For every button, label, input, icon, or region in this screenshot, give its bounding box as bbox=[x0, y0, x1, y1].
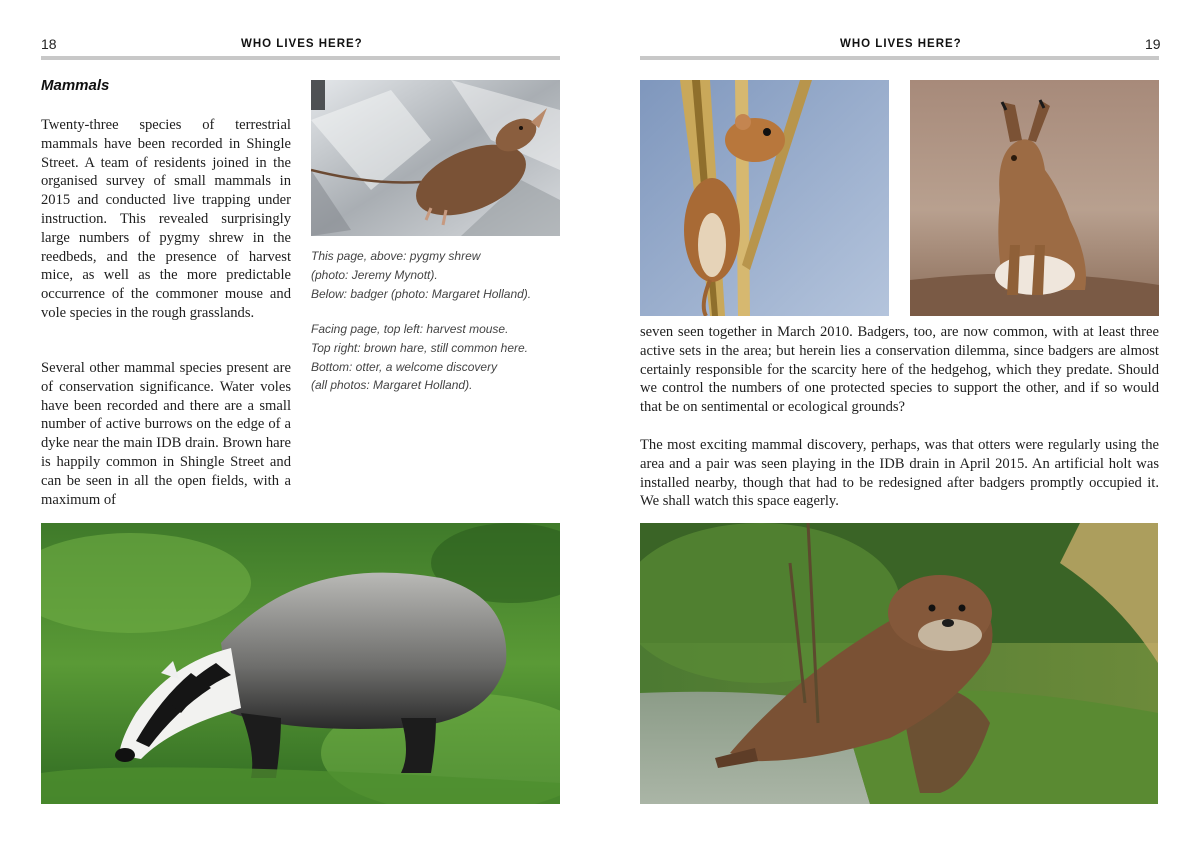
brown-hare-photo bbox=[910, 80, 1159, 316]
harvest-mouse-photo bbox=[640, 80, 889, 316]
caption-line: Facing page, top left: harvest mouse. bbox=[311, 322, 509, 336]
body-paragraph: seven seen together in March 2010. Badgers, too, are now common, with at least three active sets in the area; but herein lies a conservation dilemma, since badgers are almost certainly responsible for the scarcity here of the hedgehog, which they predate. Should we control the numbers of one protected species to support the other, and if so would that be on sentimental or ecological grounds? bbox=[640, 324, 1159, 416]
caption-line: Top right: brown hare, still common here. bbox=[311, 340, 528, 355]
caption-line: Bottom: otter, a welcome discovery bbox=[311, 359, 498, 374]
otter-photo bbox=[640, 523, 1158, 804]
caption-line: (photo: Jeremy Mynott). bbox=[311, 267, 438, 282]
caption-line: (all photos: Margaret Holland). bbox=[311, 378, 473, 393]
caption-facing-page bbox=[311, 320, 571, 395]
caption-this-page bbox=[311, 247, 571, 303]
header-rule bbox=[640, 56, 1159, 60]
body-paragraph: Twenty-three species of terrestrial mammals have been recorded in Shingle Street. A team of residents joined in the organised survey of small mammals in 2015 and conducted live trapping under instruction. This revealed surprisingly large numbers of pygmy shrew in the reedbeds, and the presence of harvest mice, as well as the more predictable occurrence of the commoner mouse and vole species in the rough grasslands. bbox=[41, 117, 291, 321]
badger-photo bbox=[41, 523, 560, 804]
section-heading: Mammals bbox=[41, 77, 110, 94]
right-page bbox=[600, 0, 1200, 846]
page-number: 19 bbox=[1145, 36, 1161, 52]
running-head: WHO LIVES HERE? bbox=[241, 38, 363, 50]
body-paragraph: The most exciting mammal discovery, perhaps, was that otters were regularly using the area and a pair was seen playing in the IDB drain in April 2015. An artificial holt was installed nearby, though that had to be redesigned after badgers promptly occupied it. We shall watch this space eagerly. bbox=[640, 437, 1159, 510]
running-head: WHO LIVES HERE? bbox=[840, 38, 962, 50]
page-number: 18 bbox=[41, 36, 57, 52]
caption-line: This page, above: pygmy shrew bbox=[311, 249, 481, 263]
body-paragraph: Several other mammal species present are of conservation significance. Water voles have been recorded and there are a small number of active burrows on the edge of a dyke near the main IDB drain. Brown hare is happily common in Shingle Street and can be seen in all the open fields, with a maximum of bbox=[41, 360, 291, 508]
caption-line: Below: badger (photo: Margaret Holland). bbox=[311, 286, 532, 301]
pygmy-shrew-photo bbox=[311, 80, 560, 236]
header-rule bbox=[41, 56, 560, 60]
